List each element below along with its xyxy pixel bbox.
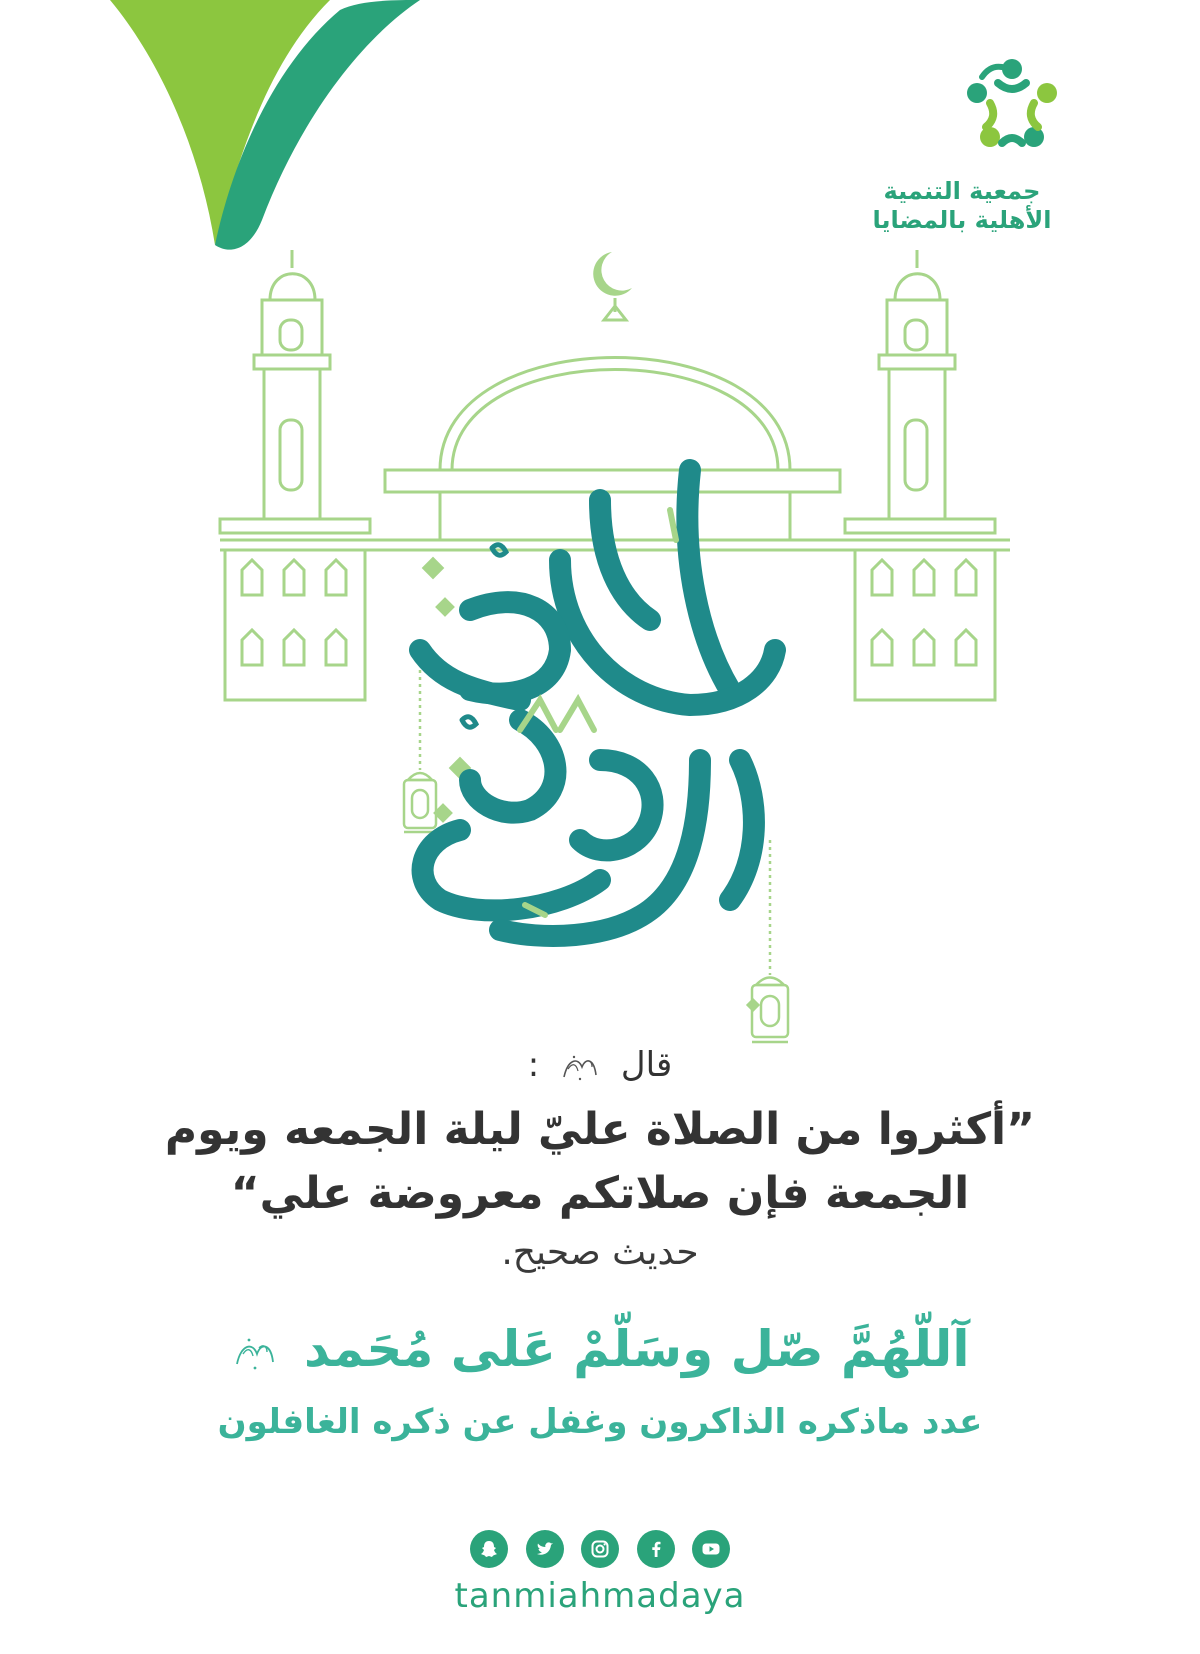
quote-intro-word: قال [620,1045,673,1085]
quote-intro-colon: : [527,1045,540,1085]
org-name-line2: الأهلية بالمضايا [872,206,1052,234]
instagram-icon[interactable] [581,1530,619,1568]
salawat-main [0,1320,1200,1378]
social-handle: tanmiahmadaya [454,1576,746,1616]
salawat-text: آللّهُمَّ صّل وسَلّمْ عَلى مُحَمد [303,1320,970,1378]
brand-swoosh [110,0,420,250]
salla-allah-alayhi-wasallam-icon [231,1332,279,1374]
hadith-grade: حديث صحيح. [501,1232,699,1273]
salawat-subline: عدد ماذكره الذاكرون وغفل عن ذكره الغافلون [217,1402,983,1442]
facebook-icon[interactable] [637,1530,675,1568]
lantern-icon [404,670,436,832]
snapchat-icon[interactable] [470,1530,508,1568]
twitter-icon[interactable] [526,1530,564,1568]
hadith-line-1: ”أكثروا من الصلاة عليّ ليلة الجمعه ويوم [164,1104,1036,1155]
mosque-outline-icon [220,250,1010,700]
salla-allah-alayhi-wasallam-icon [558,1049,602,1085]
org-name-line1: جمعية التنمية [883,177,1041,205]
people-star-logo-icon [967,59,1057,147]
hadith-line-2: الجمعة فإن صلاتكم معروضة علي“ [230,1168,970,1219]
quote-intro [0,1045,1200,1085]
youtube-icon[interactable] [692,1530,730,1568]
social-icons-row [470,1530,730,1570]
